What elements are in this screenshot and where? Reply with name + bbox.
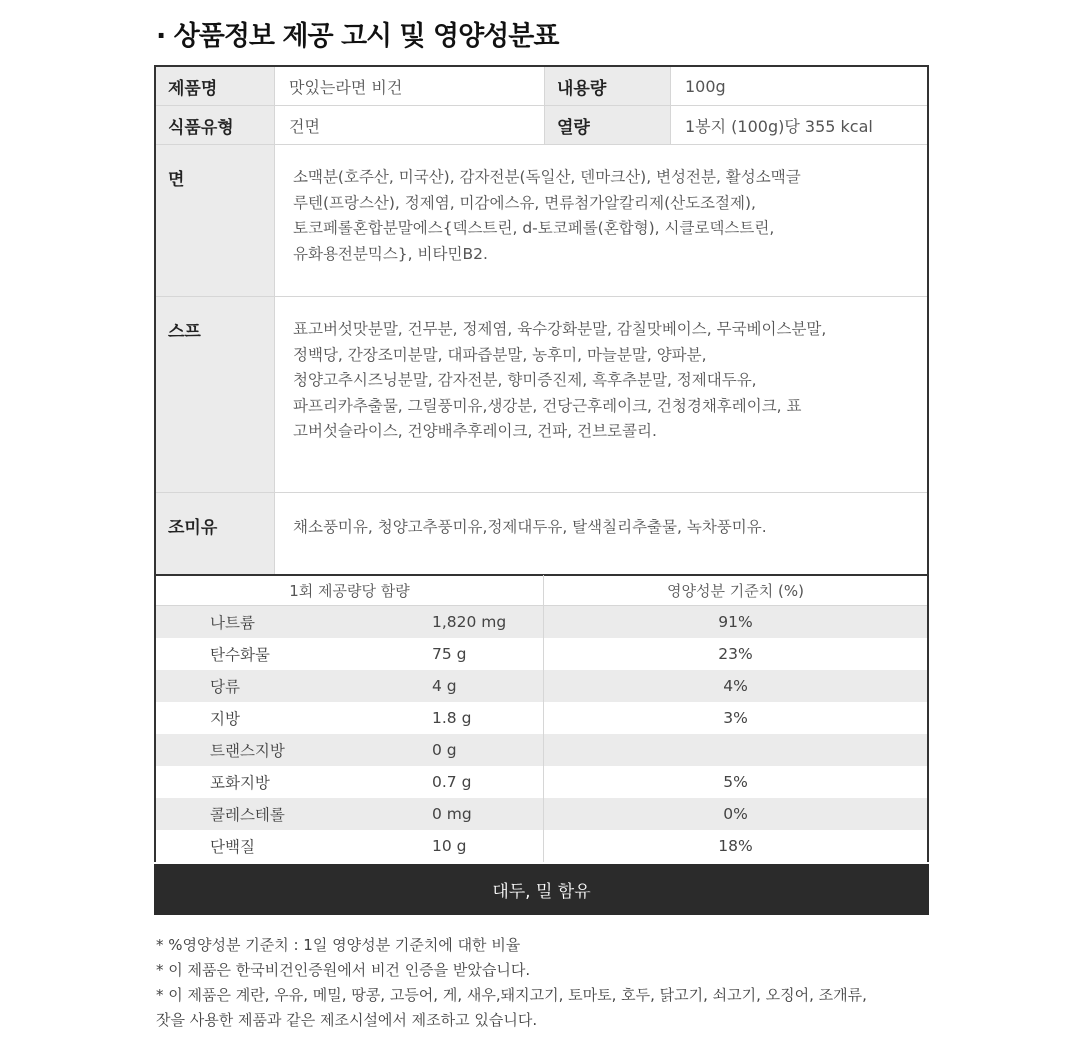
food-type-label: 식품유형 — [156, 106, 274, 144]
food-type-value: 건면 — [274, 106, 544, 144]
nutrient-name: 콜레스테롤 — [210, 806, 285, 824]
nutrition-header-percent: 영양성분 기준치 (%) — [667, 581, 804, 600]
nutrient-percent: 3% — [723, 709, 748, 727]
footnote: * %영양성분 기준치 : 1일 영양성분 기준치에 대한 비율 — [156, 936, 521, 954]
nutrient-percent — [544, 734, 927, 766]
nutrient-name: 포화지방 — [210, 774, 270, 792]
soup-label: 스프 — [156, 297, 274, 492]
ingredient-line: 청양고추시즈닝분말, 감자전분, 향미증진제, 흑후추분말, 정제대두유, — [293, 371, 757, 389]
nutrition-row-carbohydrate — [156, 638, 927, 670]
nutrient-percent: 4% — [723, 677, 748, 695]
page-title: · 상품정보 제공 고시 및 영양성분표 — [156, 21, 559, 52]
nutrient-amount: 1,820 mg — [356, 606, 544, 638]
nutrient-name: 나트륨 — [210, 614, 255, 632]
ingredient-line: 정백당, 간장조미분말, 대파즙분말, 농후미, 마늘분말, 양파분, — [293, 345, 707, 364]
nutrient-name: 탄수화물 — [210, 646, 270, 664]
content-value: 100g — [670, 67, 927, 105]
ingredient-line: 토코페롤혼합분말에스{덱스트린, d-토코페롤(혼합형), 시클로덱스트린, — [293, 219, 775, 237]
footnote: * 이 제품은 계란, 우유, 메밀, 땅콩, 고등어, 게, 새우,돼지고기, 토마토, 호두, 닭고기, 쇠고기, 오징어, 조개류, — [156, 986, 867, 1004]
ingredient-line: 표고버섯맛분말, 건무분, 정제염, 육수강화분말, 감칠맛베이스, 무국베이스분말, — [293, 320, 827, 338]
nutrient-amount: 0.7 g — [356, 766, 544, 798]
ingredient-line: 유화용전분믹스}, 비타민B2. — [293, 244, 488, 263]
nutrition-row-sodium — [156, 606, 927, 638]
noodle-ingredients — [274, 145, 927, 296]
ingredient-line: 파프리카추출물, 그릴풍미유,생강분, 건당근후레이크, 건청경채후레이크, 표 — [293, 396, 802, 415]
oil-ingredients — [274, 493, 927, 574]
nutrient-percent: 18% — [718, 837, 753, 855]
soup-ingredients — [274, 297, 927, 492]
nutrition-row-cholesterol — [156, 798, 927, 830]
nutrition-row-saturated-fat — [156, 766, 927, 798]
ingredient-line: 루텐(프랑스산), 정제염, 미감에스유, 면류첨가알칼리제(산도조절제), — [293, 193, 756, 212]
nutrient-amount: 75 g — [356, 638, 544, 670]
nutrition-row-sugar — [156, 670, 927, 702]
nutrient-amount: 0 g — [356, 734, 544, 766]
nutrient-percent: 5% — [723, 773, 748, 791]
nutrition-row-trans-fat — [156, 734, 927, 766]
info-row-type — [156, 106, 927, 145]
ingredient-line: 소맥분(호주산, 미국산), 감자전분(독일산, 덴마크산), 변성전분, 활성소맥글 — [293, 168, 801, 186]
ingredient-row-noodle — [156, 145, 927, 297]
nutrition-header — [156, 575, 927, 606]
nutrient-name: 트랜스지방 — [210, 742, 285, 760]
nutrition-row-protein — [156, 830, 927, 862]
product-name-value: 맛있는라면 비건 — [274, 67, 544, 105]
nutrition-header-amount: 1회 제공량당 함량 — [156, 575, 544, 605]
footnote: 잣을 사용한 제품과 같은 제조시설에서 제조하고 있습니다. — [156, 1011, 538, 1029]
nutrient-amount: 1.8 g — [356, 702, 544, 734]
footnote: * 이 제품은 한국비건인증원에서 비건 인증을 받았습니다. — [156, 961, 531, 979]
allergen-banner: 대두, 밀 함유 — [154, 864, 929, 915]
nutrient-percent: 91% — [718, 613, 753, 631]
oil-label: 조미유 — [156, 493, 274, 574]
noodle-label: 면 — [156, 145, 274, 296]
nutrient-percent: 0% — [723, 805, 748, 823]
ingredient-line: 채소풍미유, 청양고추풍미유,정제대두유, 탈색칠리추출물, 녹차풍미유. — [293, 518, 767, 536]
calorie-value: 1봉지 (100g)당 355 kcal — [670, 106, 927, 144]
nutrition-table — [154, 575, 929, 862]
nutrient-name: 당류 — [210, 678, 240, 696]
info-row-name — [156, 67, 927, 106]
nutrient-name: 지방 — [210, 710, 240, 728]
ingredient-row-oil — [156, 493, 927, 576]
nutrient-amount: 0 mg — [356, 798, 544, 830]
nutrition-row-fat — [156, 702, 927, 734]
calorie-label: 열량 — [544, 106, 670, 144]
content-label: 내용량 — [544, 67, 670, 105]
nutrient-name: 단백질 — [210, 838, 255, 856]
nutrient-amount: 4 g — [356, 670, 544, 702]
nutrient-amount: 10 g — [356, 830, 544, 862]
nutrient-percent: 23% — [718, 645, 753, 663]
product-name-label: 제품명 — [156, 67, 274, 105]
ingredient-row-soup — [156, 297, 927, 493]
footnotes — [156, 933, 867, 1033]
ingredient-line: 고버섯슬라이스, 건양배추후레이크, 건파, 건브로콜리. — [293, 422, 657, 440]
product-info-table — [154, 65, 929, 576]
